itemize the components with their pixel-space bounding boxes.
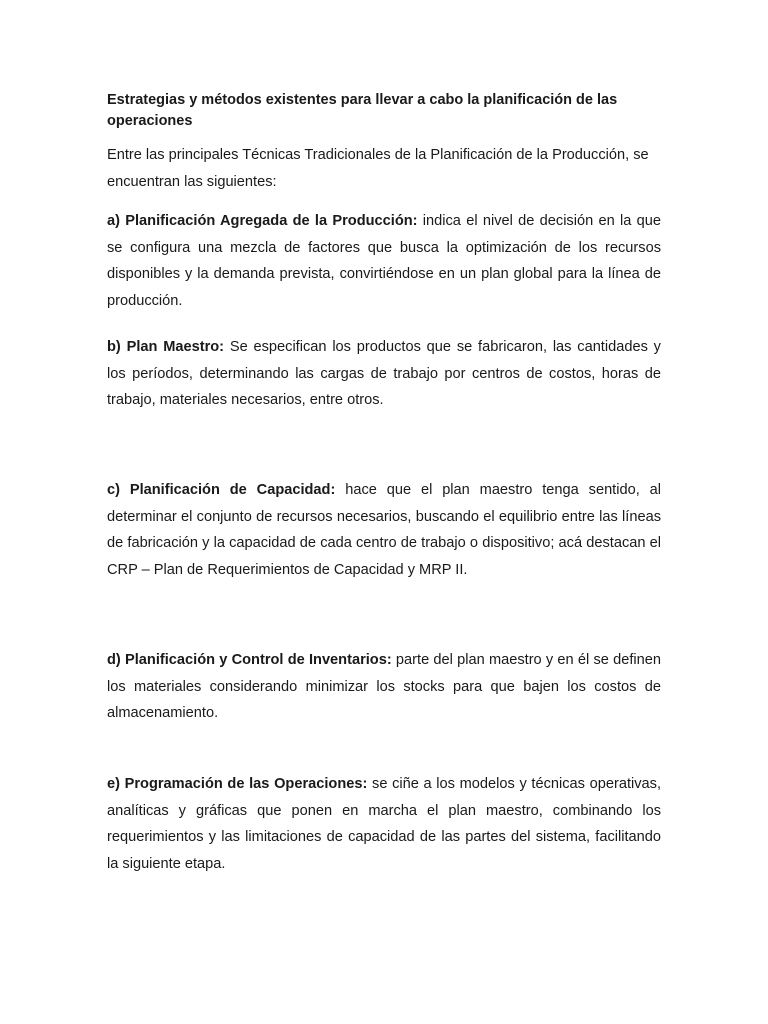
paragraph-e-lead: e) Programación de las Operaciones: xyxy=(107,776,368,792)
intro-paragraph: Entre las principales Técnicas Tradicionales de la Planificación de la Producción, se encuentran las siguientes: xyxy=(107,147,649,190)
paragraph-b-lead: b) Plan Maestro: xyxy=(107,339,225,355)
document-title: Estrategias y métodos existentes para llevar a cabo la planificación de las operaciones xyxy=(107,92,618,129)
paragraph-c-lead: c) Planificación de Capacidad: xyxy=(107,482,336,498)
paragraph-d-text: parte del plan maestro y en él se definen los materiales considerando minimizar los stocks para que bajen los costos de almacenamiento. xyxy=(107,652,662,721)
paragraph-b-text: Se especifican los productos que se fabricaron, las cantidades y los períodos, determinando las cargas de trabajo por centros de costos, horas de trabajo, materiales necesarios, entre otros. xyxy=(107,339,661,408)
paragraph-c xyxy=(107,477,661,583)
paragraph-a-text: indica el nivel de decisión en la que se configura una mezcla de factores que busca la optimización de los recursos disponibles y la demanda prevista, convirtiéndose en un plan global para la línea de producción. xyxy=(107,213,661,309)
paragraph-d xyxy=(107,647,661,727)
paragraph-e xyxy=(107,771,661,877)
paragraph-c-text: hace que el plan maestro tenga sentido, al determinar el conjunto de recursos necesarios, buscando el equilibrio entre las líneas de fabricación y la capacidad de cada centro de trabajo o dispositivo; acá destacan el CRP – Plan de Requerimientos de Capacidad y MRP II. xyxy=(107,482,661,578)
paragraph-e-text: se ciñe a los modelos y técnicas operativas, analíticas y gráficas que ponen en marcha el plan maestro, combinando los requerimientos y las limitaciones de capacidad de las partes del sistema, facilitando la siguiente etapa. xyxy=(107,776,661,872)
paragraph-b xyxy=(107,334,661,414)
paragraph-a xyxy=(107,208,661,314)
paragraph-d-lead: d) Planificación y Control de Inventarios: xyxy=(107,652,392,668)
paragraph-a-lead: a) Planificación Agregada de la Producción: xyxy=(107,213,418,229)
